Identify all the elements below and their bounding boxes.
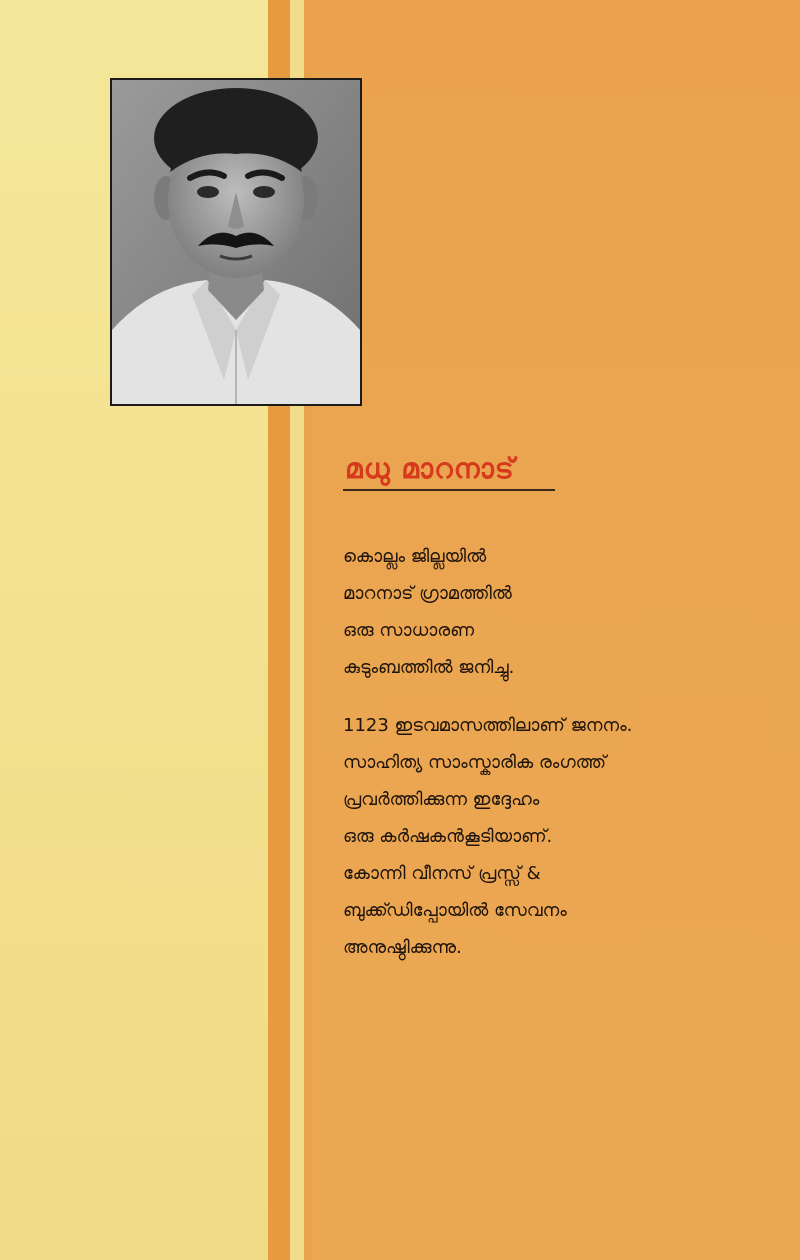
bio-line: 1123 ഇടവമാസത്തിലാണ് ജനനം. <box>343 715 633 736</box>
bio-paragraph-1 <box>343 538 783 686</box>
bio-line: ഒരു കർഷകൻകൂടിയാണ്. <box>343 826 553 847</box>
bio-line: ഒരു സാധാരണ <box>343 620 475 641</box>
author-photo <box>110 78 362 406</box>
bio-line: സാഹിത്യ സാംസ്കാരിക രംഗത്ത് <box>343 752 607 773</box>
bio-line: കുടുംബത്തിൽ ജനിച്ചു. <box>343 657 515 678</box>
bio-line: കോന്നി വീനസ് പ്രസ്സ് & <box>343 863 541 884</box>
bio-line: കൊല്ലം ജില്ലയിൽ <box>343 546 487 567</box>
bio-line: അനുഷ്ഠിക്കുന്നു. <box>343 937 462 958</box>
bio-line: മാറനാട് ഗ്രാമത്തിൽ <box>343 583 512 604</box>
author-name-underline <box>343 489 555 491</box>
author-name: മധു മാറനാട് <box>345 452 515 485</box>
bio-paragraph-2 <box>343 707 783 966</box>
bio-line: ബുക്ക്ഡിപ്പോയിൽ സേവനം <box>343 900 567 921</box>
bio-line: പ്രവർത്തിക്കുന്ന ഇദ്ദേഹം <box>343 789 540 810</box>
author-portrait-illustration <box>112 80 360 404</box>
